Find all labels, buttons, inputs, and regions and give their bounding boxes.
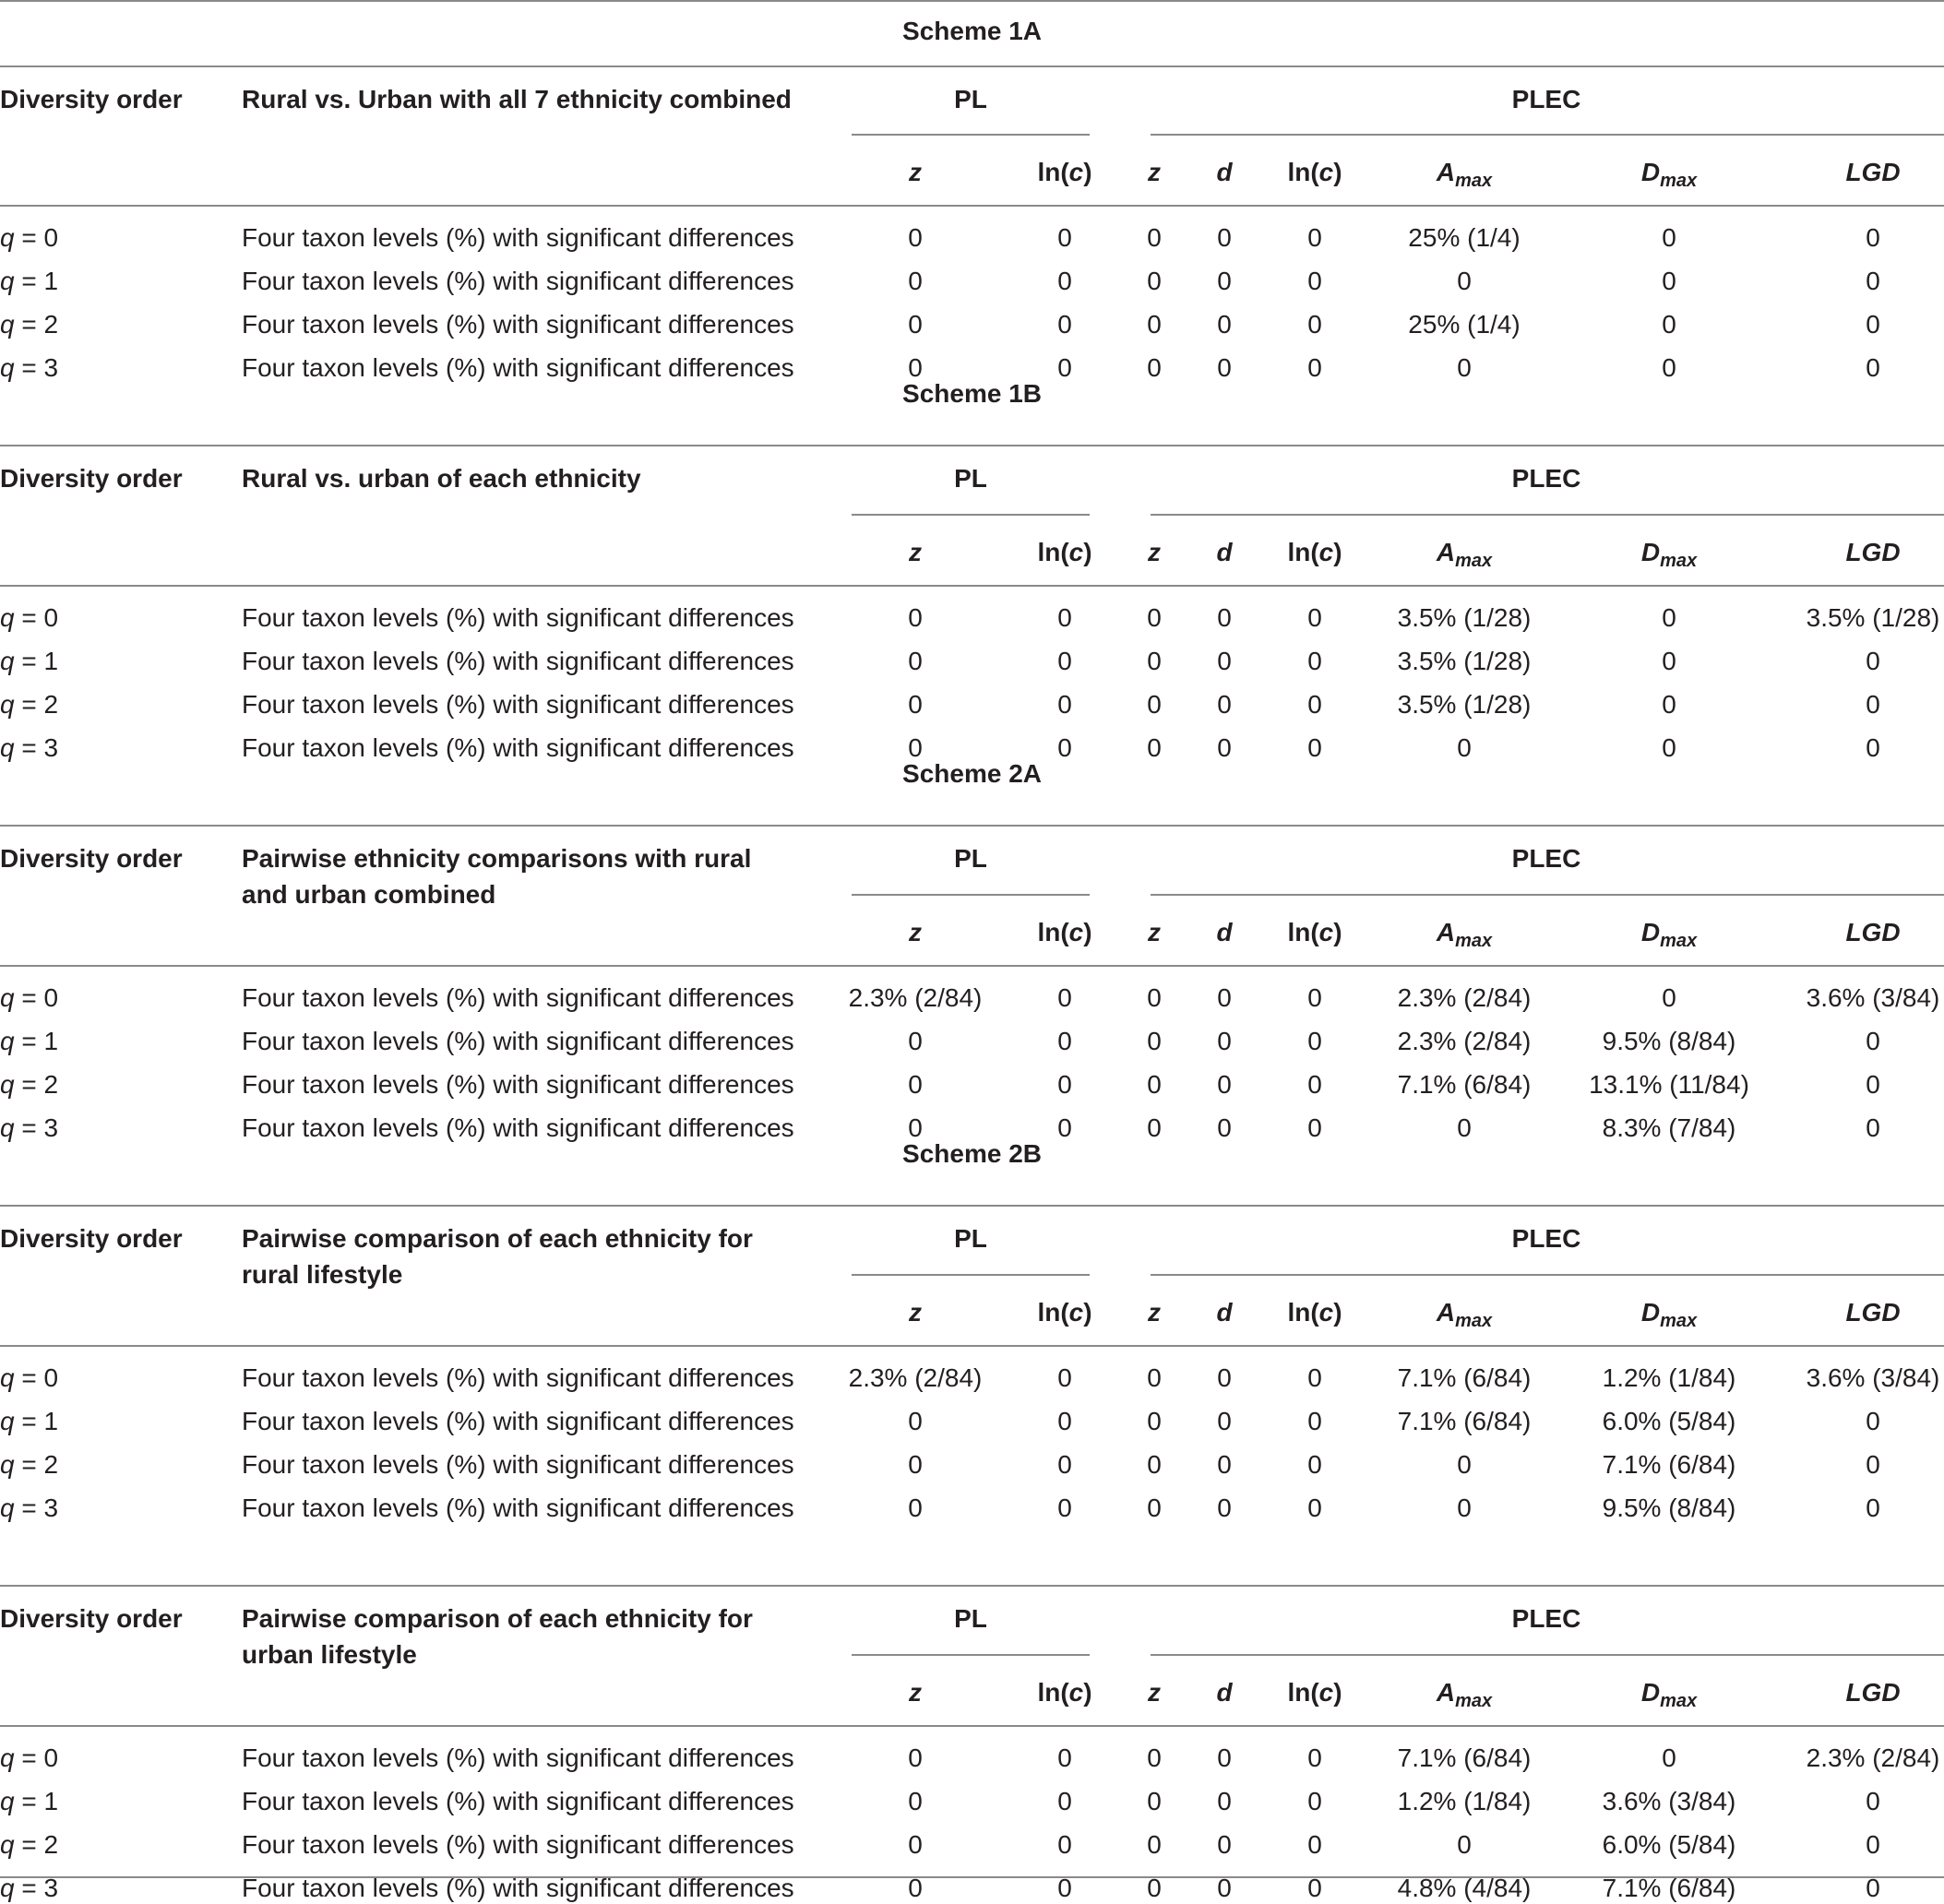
subheader-pl-lnc: ln(c) xyxy=(1037,918,1092,946)
plec-lnc-cell: 0 xyxy=(1307,1787,1322,1815)
plec-lnc-cell: 0 xyxy=(1307,983,1322,1012)
section-rule xyxy=(0,445,1944,446)
section-rule xyxy=(0,825,1944,827)
header-comparison: Pairwise ethnicity comparisons with rural and urban combined xyxy=(242,844,752,909)
plec-z-cell: 0 xyxy=(1147,267,1162,295)
dmax-cell: 6.0% (5/84) xyxy=(1602,1830,1736,1859)
amax-cell: 0 xyxy=(1457,1113,1472,1142)
amax-cell: 0 xyxy=(1457,1830,1472,1859)
subheader-lgd: LGD xyxy=(1845,1678,1901,1707)
pl-z-cell: 0 xyxy=(908,1450,923,1479)
pl-lnc-cell: 0 xyxy=(1057,1407,1072,1435)
lgd-cell: 0 xyxy=(1866,1493,1880,1522)
pl-z-cell: 0 xyxy=(908,603,923,632)
diversity-order-cell: q = 1 xyxy=(0,1407,59,1435)
subheader-lgd: LGD xyxy=(1845,918,1901,946)
amax-cell: 3.5% (1/28) xyxy=(1397,603,1532,632)
subheader-dmax: $D_{max}$ xyxy=(1640,1298,1698,1331)
lgd-cell: 0 xyxy=(1866,353,1880,382)
pl-lnc-cell: 0 xyxy=(1057,267,1072,295)
dmax-cell: 9.5% (8/84) xyxy=(1602,1027,1736,1055)
dmax-cell: 8.3% (7/84) xyxy=(1602,1113,1736,1142)
plec-z-cell: 0 xyxy=(1147,310,1162,339)
section-rule xyxy=(0,1585,1944,1587)
subheader-pl-z: z xyxy=(909,1678,922,1707)
diversity-order-cell: q = 0 xyxy=(0,1363,59,1392)
description-cell: Four taxon levels (%) with significant differences xyxy=(242,1027,794,1055)
plec-d-cell: 0 xyxy=(1217,1493,1232,1522)
dmax-cell: 0 xyxy=(1662,310,1676,339)
diversity-order-cell: q = 2 xyxy=(0,1450,59,1479)
pl-z-cell: 0 xyxy=(908,1407,923,1435)
plec-lnc-cell: 0 xyxy=(1307,733,1322,762)
pl-z-cell: 0 xyxy=(908,310,923,339)
lgd-cell: 0 xyxy=(1866,1070,1880,1099)
header-plec: PLEC xyxy=(1511,1604,1581,1633)
scheme-title: Scheme 2B xyxy=(902,1139,1042,1168)
plec-d-cell: 0 xyxy=(1217,1407,1232,1435)
subheader-lgd: LGD xyxy=(1845,1298,1901,1327)
dmax-cell: 0 xyxy=(1662,983,1676,1012)
header-comparison: Rural vs. urban of each ethnicity xyxy=(242,464,641,493)
description-cell: Four taxon levels (%) with significant differences xyxy=(242,1874,794,1902)
description-cell: Four taxon levels (%) with significant differences xyxy=(242,310,794,339)
diversity-order-cell: q = 2 xyxy=(0,310,59,339)
plec-d-cell: 0 xyxy=(1217,1787,1232,1815)
diversity-order-cell: q = 1 xyxy=(0,267,59,295)
plec-z-cell: 0 xyxy=(1147,1743,1162,1772)
header-rule xyxy=(0,205,1944,207)
plec-group-rule xyxy=(1151,514,1944,516)
subheader-plec-d: d xyxy=(1216,158,1233,186)
plec-d-cell: 0 xyxy=(1217,1830,1232,1859)
subheader-amax: $A_{max}$ xyxy=(1436,1678,1493,1711)
pl-lnc-cell: 0 xyxy=(1057,983,1072,1012)
plec-lnc-cell: 0 xyxy=(1307,1450,1322,1479)
plec-lnc-cell: 0 xyxy=(1307,1407,1322,1435)
header-diversity-order: Diversity order xyxy=(0,1604,183,1633)
scheme-title: Scheme 1B xyxy=(902,379,1042,408)
description-cell: Four taxon levels (%) with significant differences xyxy=(242,1493,794,1522)
lgd-cell: 0 xyxy=(1866,310,1880,339)
scheme-title: Scheme 2A xyxy=(902,759,1042,788)
description-cell: Four taxon levels (%) with significant differences xyxy=(242,1113,794,1142)
plec-z-cell: 0 xyxy=(1147,983,1162,1012)
header-comparison: Rural vs. Urban with all 7 ethnicity combined xyxy=(242,85,792,113)
dmax-cell: 7.1% (6/84) xyxy=(1602,1874,1736,1902)
pl-z-cell: 0 xyxy=(908,1830,923,1859)
subheader-plec-d: d xyxy=(1216,1298,1233,1327)
diversity-order-cell: q = 1 xyxy=(0,1027,59,1055)
plec-z-cell: 0 xyxy=(1147,1493,1162,1522)
plec-lnc-cell: 0 xyxy=(1307,1027,1322,1055)
plec-d-cell: 0 xyxy=(1217,1027,1232,1055)
plec-group-rule xyxy=(1151,134,1944,136)
plec-lnc-cell: 0 xyxy=(1307,1363,1322,1392)
pl-z-cell: 0 xyxy=(908,223,923,252)
description-cell: Four taxon levels (%) with significant differences xyxy=(242,1830,794,1859)
pl-z-cell: 0 xyxy=(908,1070,923,1099)
subheader-dmax: $D_{max}$ xyxy=(1640,1678,1698,1711)
amax-cell: 2.3% (2/84) xyxy=(1397,983,1532,1012)
plec-z-cell: 0 xyxy=(1147,353,1162,382)
lgd-cell: 0 xyxy=(1866,1450,1880,1479)
pl-lnc-cell: 0 xyxy=(1057,1743,1072,1772)
header-pl: PL xyxy=(954,464,987,493)
pl-lnc-cell: 0 xyxy=(1057,1450,1072,1479)
dmax-cell: 1.2% (1/84) xyxy=(1602,1363,1736,1392)
pl-lnc-cell: 0 xyxy=(1057,1830,1072,1859)
subheader-amax: $A_{max}$ xyxy=(1436,918,1493,951)
lgd-cell: 0 xyxy=(1866,1874,1880,1902)
diversity-order-cell: q = 0 xyxy=(0,1743,59,1772)
diversity-order-cell: q = 2 xyxy=(0,1070,59,1099)
subheader-plec-z: z xyxy=(1148,538,1161,566)
amax-cell: 4.8% (4/84) xyxy=(1397,1874,1532,1902)
header-plec: PLEC xyxy=(1511,85,1581,113)
header-diversity-order: Diversity order xyxy=(0,464,183,493)
pl-z-cell: 0 xyxy=(908,1493,923,1522)
pl-lnc-cell: 0 xyxy=(1057,1027,1072,1055)
pl-z-cell: 0 xyxy=(908,1027,923,1055)
dmax-cell: 0 xyxy=(1662,267,1676,295)
diversity-order-cell: q = 3 xyxy=(0,1874,59,1902)
plec-z-cell: 0 xyxy=(1147,647,1162,675)
plec-d-cell: 0 xyxy=(1217,690,1232,719)
pl-lnc-cell: 0 xyxy=(1057,647,1072,675)
amax-cell: 7.1% (6/84) xyxy=(1397,1070,1532,1099)
pl-z-cell: 2.3% (2/84) xyxy=(848,983,983,1012)
lgd-cell: 0 xyxy=(1866,1787,1880,1815)
amax-cell: 7.1% (6/84) xyxy=(1397,1363,1532,1392)
plec-d-cell: 0 xyxy=(1217,647,1232,675)
header-diversity-order: Diversity order xyxy=(0,1224,183,1253)
lgd-cell: 0 xyxy=(1866,733,1880,762)
subheader-pl-lnc: ln(c) xyxy=(1037,1678,1092,1707)
subheader-plec-d: d xyxy=(1216,1678,1233,1707)
description-cell: Four taxon levels (%) with significant differences xyxy=(242,1743,794,1772)
header-rule xyxy=(0,1725,1944,1727)
diversity-order-cell: q = 3 xyxy=(0,353,59,382)
pl-lnc-cell: 0 xyxy=(1057,353,1072,382)
plec-z-cell: 0 xyxy=(1147,1027,1162,1055)
pl-lnc-cell: 0 xyxy=(1057,1493,1072,1522)
diversity-order-cell: q = 0 xyxy=(0,983,59,1012)
amax-cell: 0 xyxy=(1457,1493,1472,1522)
subheader-pl-z: z xyxy=(909,538,922,566)
pl-z-cell: 0 xyxy=(908,267,923,295)
lgd-cell: 0 xyxy=(1866,1830,1880,1859)
plec-z-cell: 0 xyxy=(1147,1070,1162,1099)
plec-d-cell: 0 xyxy=(1217,1743,1232,1772)
pl-z-cell: 0 xyxy=(908,733,923,762)
plec-z-cell: 0 xyxy=(1147,1363,1162,1392)
subheader-pl-z: z xyxy=(909,918,922,946)
subheader-plec-z: z xyxy=(1148,918,1161,946)
pl-z-cell: 0 xyxy=(908,1743,923,1772)
lgd-cell: 0 xyxy=(1866,647,1880,675)
pl-lnc-cell: 0 xyxy=(1057,1113,1072,1142)
plec-z-cell: 0 xyxy=(1147,1874,1162,1902)
header-rule xyxy=(0,965,1944,967)
subheader-dmax: $D_{max}$ xyxy=(1640,538,1698,571)
subheader-amax: $A_{max}$ xyxy=(1436,158,1493,191)
subheader-pl-lnc: ln(c) xyxy=(1037,1298,1092,1327)
subheader-plec-d: d xyxy=(1216,538,1233,566)
pl-lnc-cell: 0 xyxy=(1057,1070,1072,1099)
subheader-plec-lnc: ln(c) xyxy=(1287,158,1342,186)
plec-z-cell: 0 xyxy=(1147,1787,1162,1815)
pl-z-cell: 0 xyxy=(908,690,923,719)
plec-lnc-cell: 0 xyxy=(1307,310,1322,339)
section-rule xyxy=(0,1205,1944,1207)
pl-lnc-cell: 0 xyxy=(1057,223,1072,252)
subheader-lgd: LGD xyxy=(1845,538,1901,566)
lgd-cell: 2.3% (2/84) xyxy=(1806,1743,1940,1772)
header-plec: PLEC xyxy=(1511,464,1581,493)
lgd-cell: 0 xyxy=(1866,223,1880,252)
dmax-cell: 0 xyxy=(1662,353,1676,382)
plec-lnc-cell: 0 xyxy=(1307,353,1322,382)
plec-d-cell: 0 xyxy=(1217,1070,1232,1099)
header-diversity-order: Diversity order xyxy=(0,844,183,873)
lgd-cell: 0 xyxy=(1866,690,1880,719)
subheader-plec-z: z xyxy=(1148,1678,1161,1707)
pl-lnc-cell: 0 xyxy=(1057,310,1072,339)
plec-z-cell: 0 xyxy=(1147,223,1162,252)
plec-lnc-cell: 0 xyxy=(1307,1874,1322,1902)
subheader-pl-z: z xyxy=(909,1298,922,1327)
subheader-plec-lnc: ln(c) xyxy=(1287,1298,1342,1327)
dmax-cell: 9.5% (8/84) xyxy=(1602,1493,1736,1522)
plec-lnc-cell: 0 xyxy=(1307,690,1322,719)
lgd-cell: 0 xyxy=(1866,1027,1880,1055)
amax-cell: 7.1% (6/84) xyxy=(1397,1743,1532,1772)
amax-cell: 3.5% (1/28) xyxy=(1397,690,1532,719)
amax-cell: 1.2% (1/84) xyxy=(1397,1787,1532,1815)
dmax-cell: 6.0% (5/84) xyxy=(1602,1407,1736,1435)
subheader-plec-lnc: ln(c) xyxy=(1287,1678,1342,1707)
diversity-order-cell: q = 3 xyxy=(0,1493,59,1522)
header-plec: PLEC xyxy=(1511,1224,1581,1253)
dmax-cell: 3.6% (3/84) xyxy=(1602,1787,1736,1815)
plec-lnc-cell: 0 xyxy=(1307,1743,1322,1772)
plec-z-cell: 0 xyxy=(1147,690,1162,719)
header-pl: PL xyxy=(954,844,987,873)
pl-group-rule xyxy=(852,514,1090,516)
header-comparison: Pairwise comparison of each ethnicity for rural lifestyle xyxy=(242,1224,753,1289)
plec-z-cell: 0 xyxy=(1147,603,1162,632)
pl-lnc-cell: 0 xyxy=(1057,733,1072,762)
plec-d-cell: 0 xyxy=(1217,1450,1232,1479)
plec-z-cell: 0 xyxy=(1147,1830,1162,1859)
description-cell: Four taxon levels (%) with significant differences xyxy=(242,1407,794,1435)
plec-lnc-cell: 0 xyxy=(1307,1830,1322,1859)
lgd-cell: 0 xyxy=(1866,267,1880,295)
dmax-cell: 0 xyxy=(1662,647,1676,675)
diversity-order-cell: q = 3 xyxy=(0,1113,59,1142)
plec-lnc-cell: 0 xyxy=(1307,1070,1322,1099)
amax-cell: 7.1% (6/84) xyxy=(1397,1407,1532,1435)
subheader-plec-d: d xyxy=(1216,918,1233,946)
dmax-cell: 0 xyxy=(1662,1743,1676,1772)
description-cell: Four taxon levels (%) with significant differences xyxy=(242,603,794,632)
plec-group-rule xyxy=(1151,1274,1944,1276)
header-comparison: Pairwise comparison of each ethnicity for urban lifestyle xyxy=(242,1604,753,1669)
plec-d-cell: 0 xyxy=(1217,1363,1232,1392)
diversity-order-cell: q = 2 xyxy=(0,690,59,719)
subheader-dmax: $D_{max}$ xyxy=(1640,158,1698,191)
description-cell: Four taxon levels (%) with significant differences xyxy=(242,647,794,675)
amax-cell: 0 xyxy=(1457,733,1472,762)
diversity-order-cell: q = 0 xyxy=(0,223,59,252)
plec-lnc-cell: 0 xyxy=(1307,647,1322,675)
header-rule xyxy=(0,585,1944,587)
pl-lnc-cell: 0 xyxy=(1057,603,1072,632)
section-rule xyxy=(0,65,1944,67)
pl-z-cell: 0 xyxy=(908,1874,923,1902)
subheader-plec-z: z xyxy=(1148,1298,1161,1327)
subheader-amax: $A_{max}$ xyxy=(1436,1298,1493,1331)
pl-lnc-cell: 0 xyxy=(1057,1874,1072,1902)
scheme-title: Scheme 1A xyxy=(902,17,1042,45)
header-plec: PLEC xyxy=(1511,844,1581,873)
plec-d-cell: 0 xyxy=(1217,603,1232,632)
pl-lnc-cell: 0 xyxy=(1057,690,1072,719)
description-cell: Four taxon levels (%) with significant differences xyxy=(242,1450,794,1479)
amax-cell: 3.5% (1/28) xyxy=(1397,647,1532,675)
amax-cell: 0 xyxy=(1457,267,1472,295)
plec-d-cell: 0 xyxy=(1217,310,1232,339)
description-cell: Four taxon levels (%) with significant differences xyxy=(242,690,794,719)
lgd-cell: 3.5% (1/28) xyxy=(1806,603,1940,632)
amax-cell: 2.3% (2/84) xyxy=(1397,1027,1532,1055)
header-pl: PL xyxy=(954,1604,987,1633)
description-cell: Four taxon levels (%) with significant differences xyxy=(242,267,794,295)
pl-z-cell: 0 xyxy=(908,353,923,382)
dmax-cell: 13.1% (11/84) xyxy=(1589,1070,1749,1099)
plec-d-cell: 0 xyxy=(1217,267,1232,295)
plec-z-cell: 0 xyxy=(1147,1407,1162,1435)
plec-lnc-cell: 0 xyxy=(1307,1113,1322,1142)
amax-cell: 25% (1/4) xyxy=(1408,310,1521,339)
lgd-cell: 3.6% (3/84) xyxy=(1806,983,1940,1012)
pl-z-cell: 2.3% (2/84) xyxy=(848,1363,983,1392)
plec-lnc-cell: 0 xyxy=(1307,1493,1322,1522)
header-diversity-order: Diversity order xyxy=(0,85,183,113)
plec-group-rule xyxy=(1151,894,1944,896)
subheader-pl-lnc: ln(c) xyxy=(1037,538,1092,566)
description-cell: Four taxon levels (%) with significant differences xyxy=(242,223,794,252)
lgd-cell: 0 xyxy=(1866,1407,1880,1435)
plec-lnc-cell: 0 xyxy=(1307,603,1322,632)
subheader-dmax: $D_{max}$ xyxy=(1640,918,1698,951)
amax-cell: 0 xyxy=(1457,353,1472,382)
subheader-amax: $A_{max}$ xyxy=(1436,538,1493,571)
pl-lnc-cell: 0 xyxy=(1057,1363,1072,1392)
description-cell: Four taxon levels (%) with significant differences xyxy=(242,1363,794,1392)
description-cell: Four taxon levels (%) with significant differences xyxy=(242,1070,794,1099)
plec-z-cell: 0 xyxy=(1147,733,1162,762)
plec-lnc-cell: 0 xyxy=(1307,223,1322,252)
dmax-cell: 0 xyxy=(1662,733,1676,762)
dmax-cell: 7.1% (6/84) xyxy=(1602,1450,1736,1479)
plec-group-rule xyxy=(1151,1654,1944,1656)
amax-cell: 0 xyxy=(1457,1450,1472,1479)
header-rule xyxy=(0,1345,1944,1347)
pl-z-cell: 0 xyxy=(908,1787,923,1815)
description-cell: Four taxon levels (%) with significant differences xyxy=(242,733,794,762)
table-top-rule xyxy=(0,0,1944,2)
plec-d-cell: 0 xyxy=(1217,983,1232,1012)
subheader-plec-lnc: ln(c) xyxy=(1287,918,1342,946)
diversity-order-cell: q = 3 xyxy=(0,733,59,762)
subheader-pl-lnc: ln(c) xyxy=(1037,158,1092,186)
subheader-lgd: LGD xyxy=(1845,158,1901,186)
diversity-order-cell: q = 2 xyxy=(0,1830,59,1859)
header-pl: PL xyxy=(954,85,987,113)
subheader-pl-z: z xyxy=(909,158,922,186)
plec-d-cell: 0 xyxy=(1217,733,1232,762)
pl-group-rule xyxy=(852,1654,1090,1656)
plec-d-cell: 0 xyxy=(1217,1113,1232,1142)
dmax-cell: 0 xyxy=(1662,690,1676,719)
plec-d-cell: 0 xyxy=(1217,1874,1232,1902)
amax-cell: 25% (1/4) xyxy=(1408,223,1521,252)
dmax-cell: 0 xyxy=(1662,223,1676,252)
pl-z-cell: 0 xyxy=(908,1113,923,1142)
description-cell: Four taxon levels (%) with significant differences xyxy=(242,983,794,1012)
diversity-order-cell: q = 1 xyxy=(0,1787,59,1815)
dmax-cell: 0 xyxy=(1662,603,1676,632)
pl-z-cell: 0 xyxy=(908,647,923,675)
diversity-order-cell: q = 0 xyxy=(0,603,59,632)
plec-lnc-cell: 0 xyxy=(1307,267,1322,295)
header-pl: PL xyxy=(954,1224,987,1253)
pl-group-rule xyxy=(852,134,1090,136)
pl-lnc-cell: 0 xyxy=(1057,1787,1072,1815)
lgd-cell: 0 xyxy=(1866,1113,1880,1142)
lgd-cell: 3.6% (3/84) xyxy=(1806,1363,1940,1392)
plec-d-cell: 0 xyxy=(1217,353,1232,382)
diversity-order-cell: q = 1 xyxy=(0,647,59,675)
subheader-plec-lnc: ln(c) xyxy=(1287,538,1342,566)
description-cell: Four taxon levels (%) with significant differences xyxy=(242,1787,794,1815)
plec-d-cell: 0 xyxy=(1217,223,1232,252)
subheader-plec-z: z xyxy=(1148,158,1161,186)
plec-z-cell: 0 xyxy=(1147,1113,1162,1142)
pl-group-rule xyxy=(852,1274,1090,1276)
plec-z-cell: 0 xyxy=(1147,1450,1162,1479)
pl-group-rule xyxy=(852,894,1090,896)
description-cell: Four taxon levels (%) with significant differences xyxy=(242,353,794,382)
